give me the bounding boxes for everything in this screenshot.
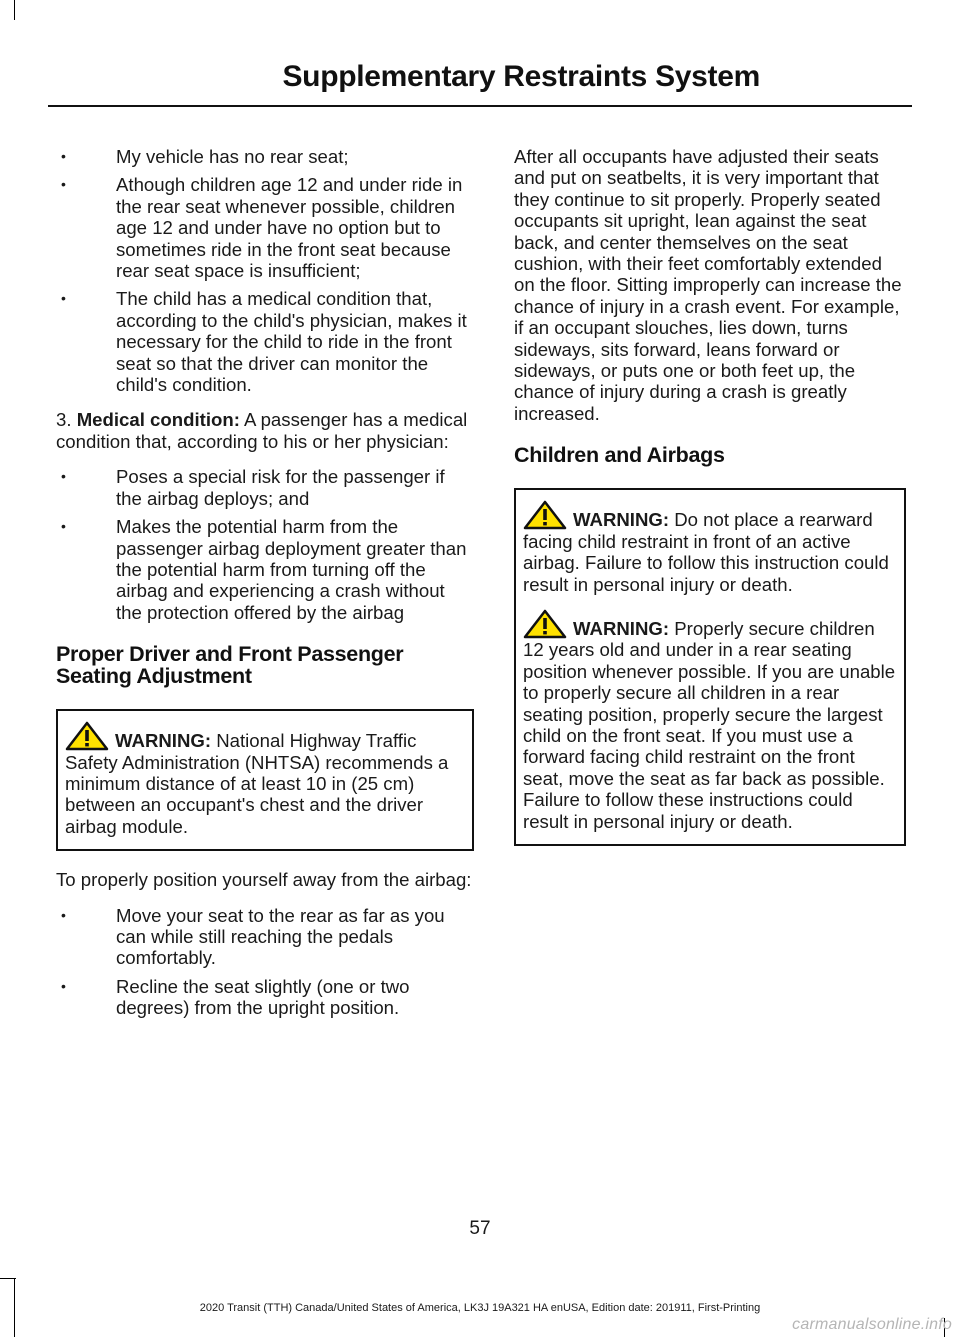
warning-label: WARNING: bbox=[115, 730, 212, 752]
list-item: • Move your seat to the rear as far as you can while still reaching the pedals comfortably. bbox=[56, 905, 474, 969]
body-paragraph: After all occupants have adjusted their seats and put on seatbelts, it is very important that they continue to sit properly. Properly seated occupants sit upright, lean against the seat back, and center themselves on the seat cushion, with their feet comfortably extended on the floor. Sitting improperly can increase the chance of injury in a crash event. For example, if an occupant slouches, lies down, turns sideways, sits forward, leans forward or sideways, or puts one or both feet up, the chance of injury during a crash is greatly increased. bbox=[514, 146, 902, 424]
medical-condition-paragraph bbox=[56, 409, 474, 452]
list-item: • Recline the seat slightly (one or two degrees) from the upright position. bbox=[56, 976, 474, 1019]
bullet-list bbox=[56, 146, 474, 395]
medical-condition-label: Medical condition: bbox=[76, 409, 240, 431]
list-item: • My vehicle has no rear seat; bbox=[56, 146, 474, 167]
bullet-list bbox=[56, 905, 474, 1019]
header-rule bbox=[48, 105, 912, 107]
crop-mark bbox=[14, 0, 15, 20]
warning-text: National Highway Traffic Safety Administration (NHTSA) recommends a minimum distance of at least 10 in (25 cm) between an occupant's chest and the driver airbag module. bbox=[65, 730, 449, 837]
warning-label: WARNING: bbox=[573, 617, 670, 639]
warning-paragraph bbox=[523, 500, 897, 595]
warning-box bbox=[56, 709, 474, 851]
section-heading: Children and Airbags bbox=[514, 443, 725, 468]
warning-paragraph bbox=[65, 721, 465, 837]
warning-text: Properly secure children 12 years old and under in a rear seating position whenever possible. If you are unable to properly secure all children in a rear seating position, properly secure the largest child on the front seat. If you must use a forward facing child restraint on the front seat, move the seat as far back as possible. Failure to follow these instructions could result in personal injury or death. bbox=[523, 617, 896, 832]
list-item: • Makes the potential harm from the passenger airbag deployment greater than the potential harm from turning off the airbag and experiencing a crash without the protection offered by the airbag bbox=[56, 516, 474, 623]
watermark: carmanualsonline.info bbox=[792, 1316, 952, 1333]
warning-text: Do not place a rearward facing child restraint in front of an active airbag. Failure to follow this instruction could result in personal injury or death. bbox=[523, 509, 889, 595]
left-column bbox=[56, 146, 474, 1033]
warning-paragraph bbox=[523, 609, 897, 832]
warning-triangle-icon bbox=[523, 500, 567, 530]
footer-text: 2020 Transit (TTH) Canada/United States of America, LK3J 19A321 HA enUSA, Edition date: 201911, First-Printing bbox=[199, 1302, 761, 1314]
medical-condition-text: A passenger has a medical condition that, according to his or her physician: bbox=[56, 409, 468, 452]
bullet-list bbox=[56, 466, 474, 623]
page-title: Supplementary Restraints System bbox=[282, 60, 760, 93]
item-number: 3. bbox=[56, 409, 72, 431]
list-item: • The child has a medical condition that, according to the child's physician, makes it necessary for the child to ride in the front seat so that the driver can monitor the child's condition. bbox=[56, 288, 474, 395]
list-item: • Athough children age 12 and under ride in the rear seat whenever possible, children age 12 and under have no option but to sometimes ride in the front seat because rear seat space is insufficient; bbox=[56, 174, 474, 281]
intro-paragraph: To properly position yourself away from the airbag: bbox=[56, 869, 472, 891]
right-column bbox=[514, 146, 906, 864]
warning-label: WARNING: bbox=[573, 509, 670, 531]
section-heading: Proper Driver and Front Passenger Seating Adjustment bbox=[56, 642, 404, 689]
warning-triangle-icon bbox=[523, 609, 567, 639]
warning-triangle-icon bbox=[65, 721, 109, 751]
warning-box bbox=[514, 488, 906, 846]
page-number: 57 bbox=[469, 1218, 491, 1239]
list-item: • Poses a special risk for the passenger if the airbag deploys; and bbox=[56, 466, 474, 509]
